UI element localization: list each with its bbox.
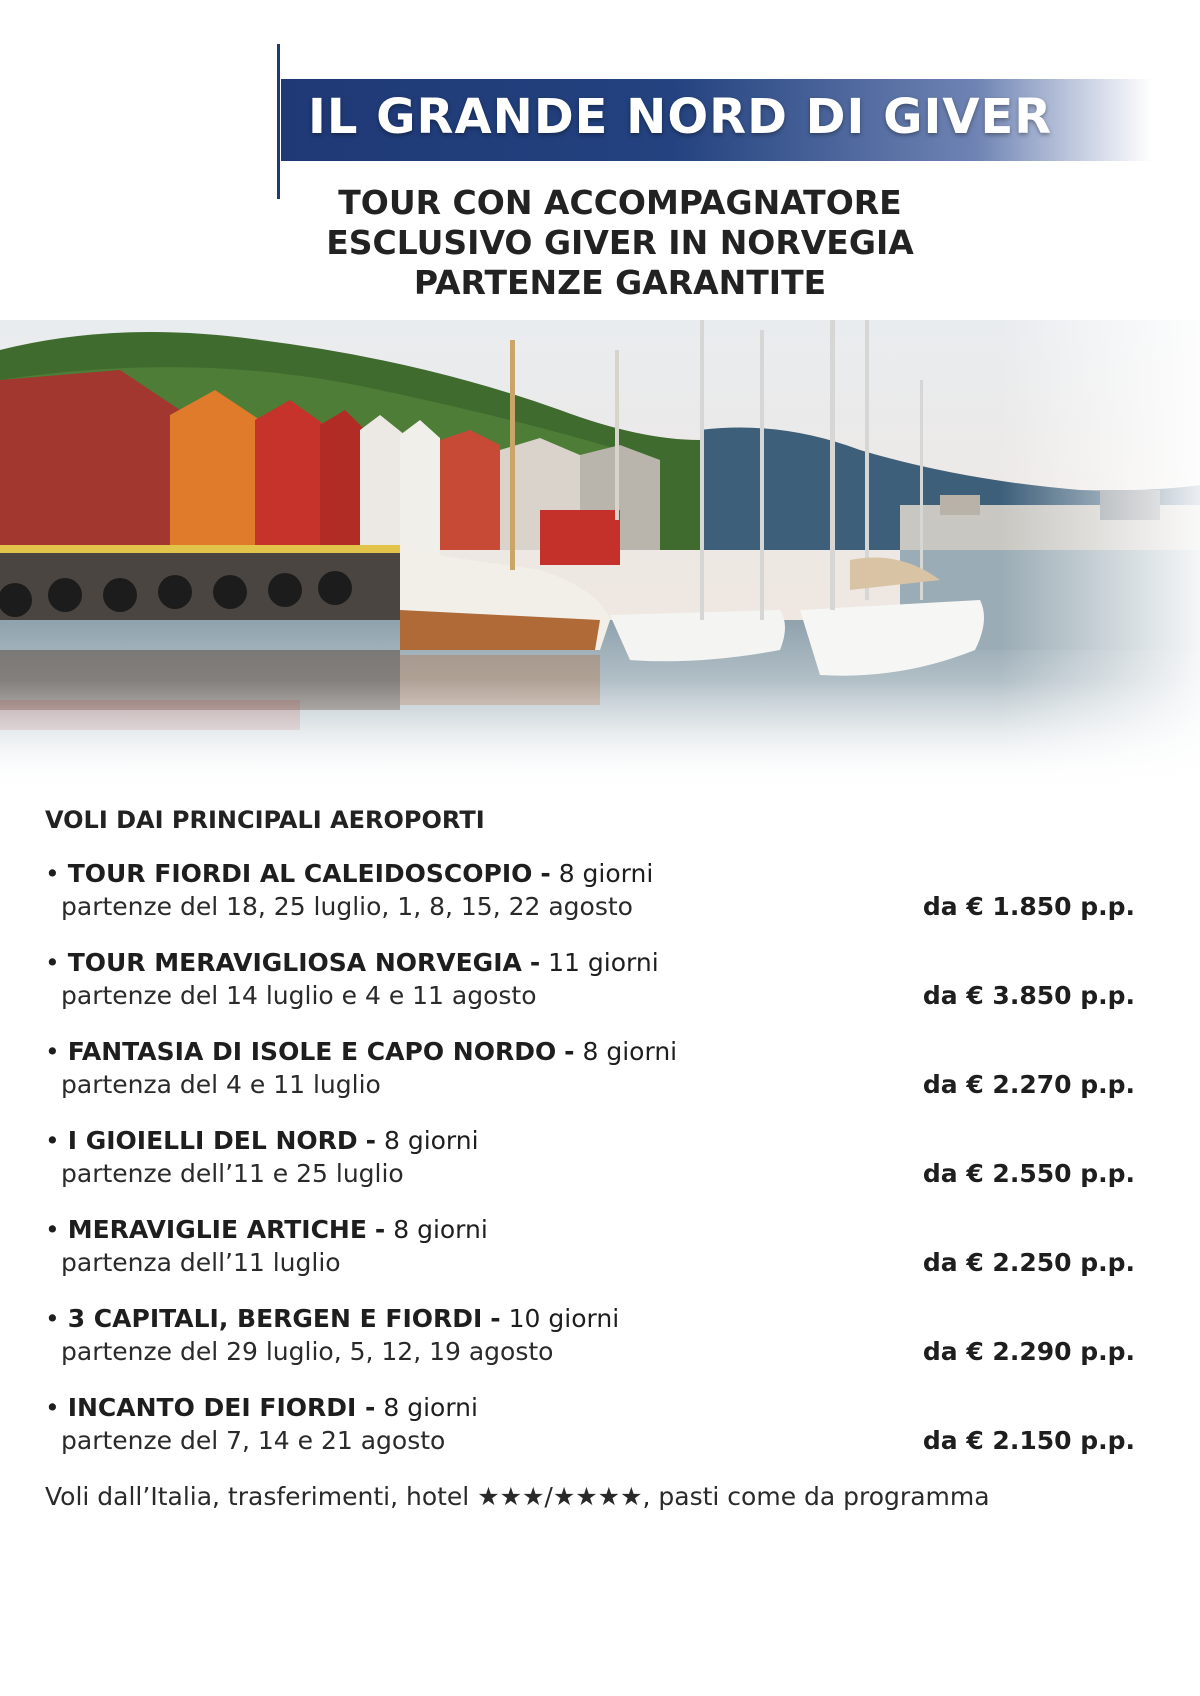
- name-separator: -: [365, 1393, 376, 1422]
- tour-price: da € 3.850 p.p.: [922, 981, 1135, 1010]
- tour-price: da € 2.290 p.p.: [922, 1337, 1135, 1366]
- tour-departures: partenze del 14 luglio e 4 e 11 agosto: [61, 981, 537, 1010]
- tour-item: [45, 1391, 1135, 1480]
- tour-duration: 8 giorni: [383, 1393, 478, 1422]
- bullet: •: [45, 1037, 60, 1066]
- tour-departures: partenze del 29 luglio, 5, 12, 19 agosto: [61, 1337, 554, 1366]
- tour-name: TOUR FIORDI AL CALEIDOSCOPIO: [67, 859, 533, 888]
- tour-departures: partenza del 4 e 11 luglio: [61, 1070, 381, 1099]
- tour-duration: 8 giorni: [393, 1215, 488, 1244]
- tour-item: [45, 1302, 1135, 1391]
- title-banner: [281, 79, 1151, 161]
- bullet: •: [45, 859, 60, 888]
- name-separator: -: [540, 859, 551, 888]
- section-title: VOLI DAI PRINCIPALI AEROPORTI: [45, 806, 485, 834]
- footer-note: Voli dall’Italia, trasferimenti, hotel ★★★/★★★★, pasti come da programma: [45, 1482, 990, 1511]
- tour-name: TOUR MERAVIGLIOSA NORVEGIA: [67, 948, 522, 977]
- name-separator: -: [365, 1126, 377, 1155]
- accent-vertical-line: [277, 44, 280, 199]
- bullet: •: [45, 1126, 60, 1155]
- subtitle: [250, 183, 990, 303]
- tour-item: [45, 946, 1135, 1035]
- tour-price: da € 2.250 p.p.: [922, 1248, 1135, 1277]
- bergen-harbor-photo: [0, 320, 1200, 790]
- tour-price: da € 2.270 p.p.: [922, 1070, 1135, 1099]
- tour-departures: partenza dell’11 luglio: [61, 1248, 341, 1277]
- tour-duration: 8 giorni: [383, 1126, 479, 1155]
- bullet: •: [45, 1215, 60, 1244]
- tour-price: da € 1.850 p.p.: [922, 892, 1135, 921]
- tour-duration: 11 giorni: [548, 948, 659, 977]
- bullet: •: [45, 948, 60, 977]
- tour-list: [45, 857, 1135, 1480]
- tour-departures: partenze dell’11 e 25 luglio: [61, 1159, 404, 1188]
- tour-price: da € 2.550 p.p.: [922, 1159, 1135, 1188]
- tour-item: [45, 1035, 1135, 1124]
- tour-price: da € 2.150 p.p.: [922, 1426, 1135, 1455]
- tour-departures: partenze del 18, 25 luglio, 1, 8, 15, 22 agosto: [61, 892, 633, 921]
- name-separator: -: [374, 1215, 386, 1244]
- tour-item: [45, 1124, 1135, 1213]
- name-separator: -: [564, 1037, 575, 1066]
- subtitle-line-1: TOUR CON ACCOMPAGNATORE: [338, 183, 902, 222]
- tour-item: [45, 1213, 1135, 1302]
- tour-name: 3 CAPITALI, BERGEN E FIORDI: [67, 1304, 483, 1333]
- tour-item: [45, 857, 1135, 946]
- tour-duration: 10 giorni: [508, 1304, 620, 1333]
- tour-duration: 8 giorni: [582, 1037, 678, 1066]
- tour-departures: partenze del 7, 14 e 21 agosto: [61, 1426, 446, 1455]
- page-title: IL GRANDE NORD DI GIVER: [308, 89, 1053, 145]
- subtitle-line-2: ESCLUSIVO GIVER IN NORVEGIA: [326, 223, 914, 262]
- tour-name: MERAVIGLIE ARTICHE: [67, 1215, 367, 1244]
- name-separator: -: [490, 1304, 501, 1333]
- subtitle-line-3: PARTENZE GARANTITE: [413, 263, 827, 302]
- tour-name: INCANTO DEI FIORDI: [67, 1393, 366, 1422]
- name-separator: -: [529, 948, 541, 977]
- bullet: •: [45, 1304, 60, 1333]
- tour-name: FANTASIA DI ISOLE E CAPO NORDO: [67, 1037, 557, 1066]
- tour-name: I GIOIELLI DEL NORD: [67, 1126, 358, 1155]
- tour-duration: 8 giorni: [558, 859, 654, 888]
- bullet: •: [45, 1393, 60, 1422]
